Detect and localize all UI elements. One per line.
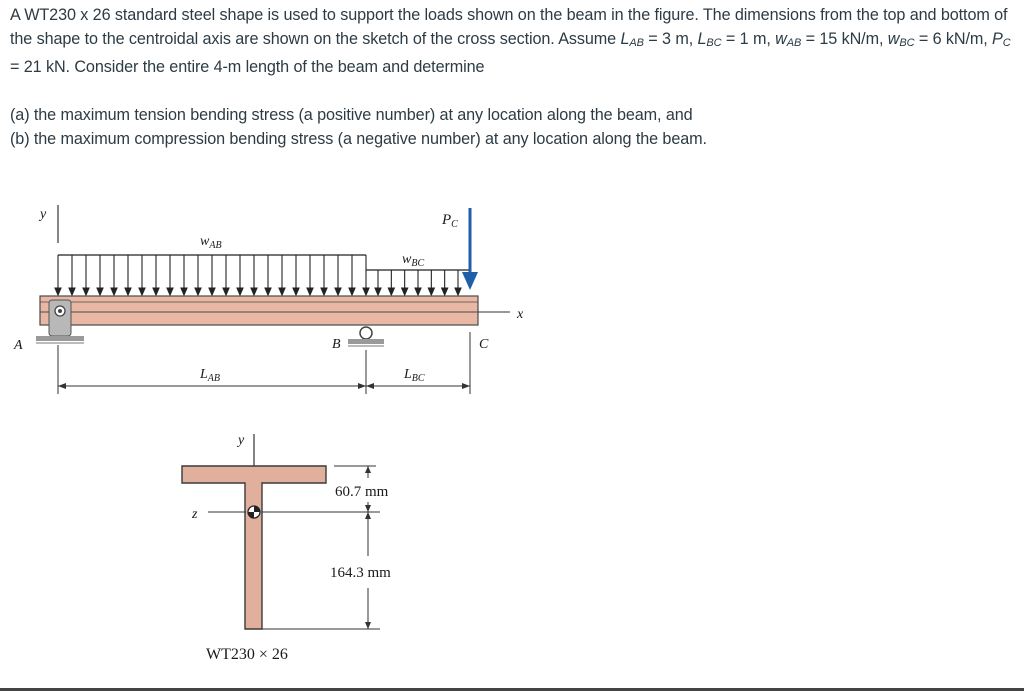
- load-ab-arrowhead: [209, 288, 215, 295]
- centroid-symbol: [248, 506, 260, 518]
- load-ab-arrowhead: [321, 288, 327, 295]
- beam-y-label: y: [40, 207, 47, 222]
- question-part-b: (b) the maximum compression bending stress (a negative number) at any location along the beam.: [10, 130, 707, 148]
- load-ab-arrowhead: [237, 288, 243, 295]
- dim-arrow-b-left: [358, 383, 366, 389]
- load-ab-arrowhead: [167, 288, 173, 295]
- dim-bottom-label: 164.3 mm: [330, 565, 391, 581]
- load-ab-arrowhead: [69, 288, 75, 295]
- load-ab-arrowhead: [293, 288, 299, 295]
- load-ab-arrowhead: [195, 288, 201, 295]
- distributed-load-ab: [55, 255, 369, 295]
- load-ab-arrowhead: [279, 288, 285, 295]
- problem-intro: A WT230 x 26 standard steel shape is used to support the loads shown on the beam in the figure. The dimensions from the top and bottom of the shape to the centroidal axis are shown on the sketch of the cross section. Assume LAB = 3 m, LBC = 1 m, wAB = 15 kN/m, wBC = 6 kN/m, PC = 21 kN. Consider the entire 4-m length of the beam and determine: [10, 6, 1011, 76]
- distributed-load-bc: [375, 270, 461, 295]
- lab-label: $L_{AB}$: [200, 367, 221, 384]
- load-bc-arrowhead: [428, 288, 434, 295]
- load-ab-arrowhead: [55, 288, 61, 295]
- load-bc-arrowhead: [402, 288, 408, 295]
- load-ab-arrowhead: [83, 288, 89, 295]
- load-ab-arrowhead: [251, 288, 257, 295]
- section-y-label: y: [238, 433, 245, 448]
- question-part-a: (a) the maximum tension bending stress (a positive number) at any location along the beam, and: [10, 106, 693, 124]
- dim-arrow-left: [58, 383, 66, 389]
- dim-arrow-b-right: [366, 383, 374, 389]
- x-axis-label: x: [517, 307, 524, 322]
- load-ab-arrowhead: [153, 288, 159, 295]
- load-ab-arrowhead: [111, 288, 117, 295]
- section-z-label: z: [192, 507, 198, 522]
- load-ab-arrowhead: [125, 288, 131, 295]
- pc-label: $P_C$: [442, 212, 458, 230]
- load-ab-arrowhead: [265, 288, 271, 295]
- beam-body: [40, 296, 478, 325]
- dim-arrow-right: [462, 383, 470, 389]
- load-ab-arrowhead: [307, 288, 313, 295]
- wbc-label: $w_{BC}$: [402, 252, 425, 269]
- load-ab-arrowhead: [335, 288, 341, 295]
- label-b: B: [332, 337, 341, 352]
- lbc-label: $L_{BC}$: [404, 367, 425, 384]
- top-dim-arrow: [365, 466, 371, 473]
- label-a: A: [14, 338, 23, 353]
- load-ab-arrowhead: [139, 288, 145, 295]
- point-load-pc-arrowhead: [462, 272, 478, 290]
- label-c: C: [479, 337, 489, 352]
- load-bc-arrowhead: [415, 288, 421, 295]
- load-bc-arrowhead: [375, 288, 381, 295]
- load-ab-arrowhead: [349, 288, 355, 295]
- wab-label: $w_{AB}$: [200, 234, 222, 251]
- bottom-dim-arrow: [365, 622, 371, 629]
- roller-support-b: [348, 327, 384, 346]
- dim-top-label: 60.7 mm: [335, 484, 389, 500]
- load-ab-arrowhead: [181, 288, 187, 295]
- load-ab-arrowhead: [363, 288, 369, 295]
- load-bc-arrowhead: [442, 288, 448, 295]
- load-ab-arrowhead: [223, 288, 229, 295]
- wt-section-shape: [182, 466, 326, 629]
- load-bc-arrowhead: [388, 288, 394, 295]
- load-ab-arrowhead: [97, 288, 103, 295]
- mid-dim-arrow-up: [365, 505, 371, 512]
- shape-name-label: WT230 × 26: [206, 646, 288, 663]
- load-bc-arrowhead: [455, 288, 461, 295]
